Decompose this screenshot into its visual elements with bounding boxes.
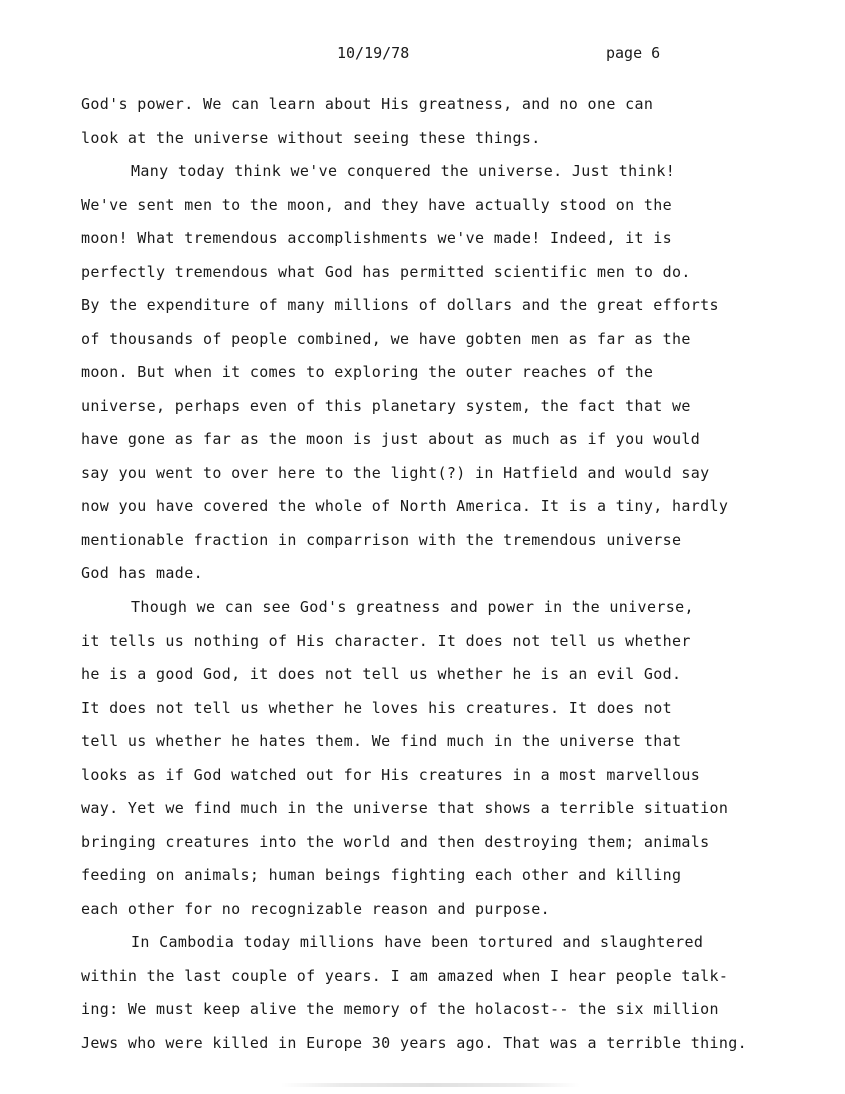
- text-line: We've sent men to the moon, and they have actually stood on the: [81, 195, 672, 214]
- text-line: look at the universe without seeing these things.: [81, 128, 541, 147]
- text-line: In Cambodia today millions have been tortured and slaughtered: [131, 933, 704, 951]
- text-line: of thousands of people combined, we have gobten men as far as the: [81, 329, 691, 348]
- text-line: tell us whether he hates them. We find much in the universe that: [81, 732, 682, 750]
- text-line: universe, perhaps even of this planetary system, the fact that we: [81, 396, 691, 415]
- header-date: 10/19/78: [337, 44, 410, 62]
- text-line: within the last couple of years. I am amazed when I hear people talk-: [81, 966, 729, 985]
- text-line: Jews who were killed in Europe 30 years ago. That was a terrible thing.: [81, 1033, 748, 1052]
- text-line: say you went to over here to the light(?) in Hatfield and would say: [81, 463, 710, 482]
- header-page-number: page 6: [606, 44, 661, 62]
- text-line: Many today think we've conquered the universe. Just think!: [131, 162, 676, 180]
- text-line: bringing creatures into the world and then destroying them; animals: [81, 832, 710, 851]
- text-line: looks as if God watched out for His creatures in a most marvellous: [81, 765, 701, 784]
- text-line: perfectly tremendous what God has permitted scientific men to do.: [81, 262, 691, 281]
- text-line: God has made.: [81, 564, 203, 582]
- text-line: have gone as far as the moon is just about as much as if you would: [81, 430, 701, 448]
- scan-smudge: [280, 1083, 580, 1087]
- text-line: moon! What tremendous accomplishments we've made! Indeed, it is: [81, 229, 672, 247]
- text-line: mentionable fraction in comparrison with the tremendous universe: [81, 530, 682, 549]
- text-line: By the expenditure of many millions of dollars and the great efforts: [81, 296, 719, 314]
- text-line: it tells us nothing of His character. It does not tell us whether: [81, 631, 691, 650]
- text-line: Though we can see God's greatness and power in the universe,: [131, 598, 694, 616]
- page-header: [0, 44, 845, 66]
- text-line: way. Yet we find much in the universe that shows a terrible situation: [81, 799, 729, 817]
- text-line: It does not tell us whether he loves his creatures. It does not: [81, 698, 672, 717]
- text-line: each other for no recognizable reason and purpose.: [81, 899, 551, 918]
- text-line: God's power. We can learn about His greatness, and no one can: [81, 95, 654, 113]
- text-line: he is a good God, it does not tell us whether he is an evil God.: [81, 665, 682, 683]
- text-line: moon. But when it comes to exploring the outer reaches of the: [81, 363, 654, 381]
- text-line: now you have covered the whole of North America. It is a tiny, hardly: [81, 497, 729, 515]
- text-line: feeding on animals; human beings fighting each other and killing: [81, 866, 682, 884]
- text-line: ing: We must keep alive the memory of the holacost-- the six million: [81, 1000, 719, 1018]
